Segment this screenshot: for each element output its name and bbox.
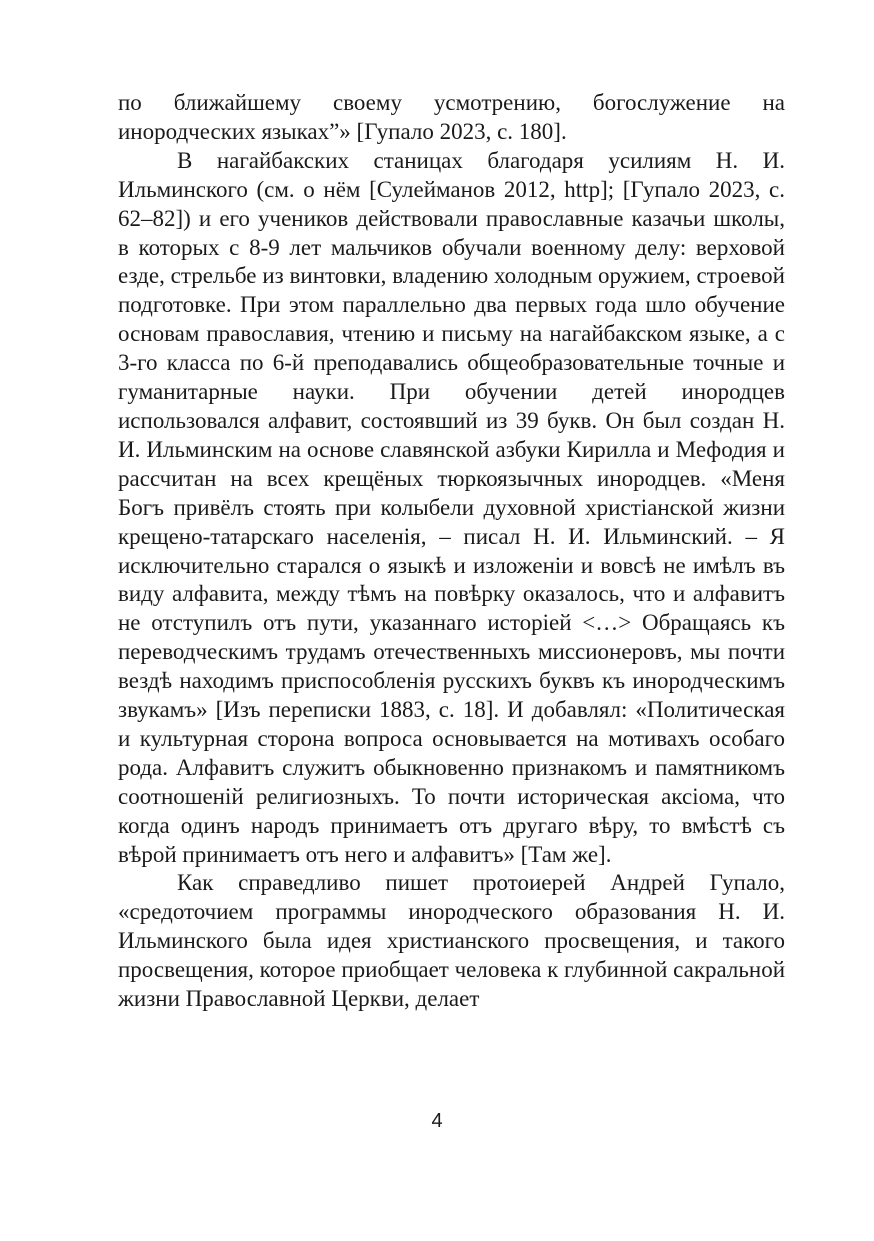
page-number: 4 (431, 1110, 443, 1132)
paragraph-gupalo-quote: Как справедливо пишет протоиерей Андрей Гупало, «средоточием программы инородческого образования Н. И. Ильминского была идея христианского просвещения, и такого просвещения, которое приобщает человека к глубинной сакральной жизни Православной Церкви, делает (118, 870, 785, 1012)
body-text (118, 89, 785, 1014)
paragraph-continuation: по ближайшему своему усмотрению, богослужение на инородческих языках”» [Гупало 2023, с. 180]. (118, 90, 785, 144)
paragraph-nagaybak-schools: В нагайбакских станицах благодаря усилиям Н. И. Ильминского (см. о нём [Сулейманов 2012, http]; [Гупало 2023, с. 62–82]) и его учеников действовали православные казачьи школы, в которых с 8-9 лет мальчиков обучали военному делу: верховой езде, стрельбе из винтовки, владению холодным оружием, строевой подготовке. При этом параллельно два первых года шло обучение основам православия, чтению и письму на нагайбакском языке, а с 3-го класса по 6-й преподавались общеобразовательные точные и гуманитарные науки. При обучении детей инородцев использовался алфавит, состоявший из 39 букв. Он был создан Н. И. Ильминским на основе славянской азбуки Кирилла и Мефодия и рассчитан на всех крещёных тюркоязычных инородцев. «Меня Богъ привёлъ стоять при колыбели духовной христіанской жизни крещено-татарскаго населенія, – писал Н. И. Ильминский. – Я исключительно старался о языкѣ и изложеніи и вовсѣ не имѣлъ въ виду алфавита, между тѣмъ на повѣрку оказалось, что и алфавитъ не отступилъ отъ пути, указаннаго исторіей <…> Обращаясь къ переводческимъ трудамъ отечественныхъ миссионеровъ, мы почти вездѣ находимъ приспособленія русскихъ буквъ къ инородческимъ звукамъ» [Изъ переписки 1883, с. 18]. И добавлял: «Политическая и культурная сторона вопроса основывается на мотивахъ особаго рода. Алфавитъ служитъ обыкновенно признакомъ и памятникомъ соотношеній религиозныхъ. То почти историческая аксіома, что когда одинъ народъ принимаетъ отъ другаго вѣру, то вмѣстѣ съ вѣрой принимаетъ отъ него и алфавитъ» [Там же]. (118, 147, 785, 867)
